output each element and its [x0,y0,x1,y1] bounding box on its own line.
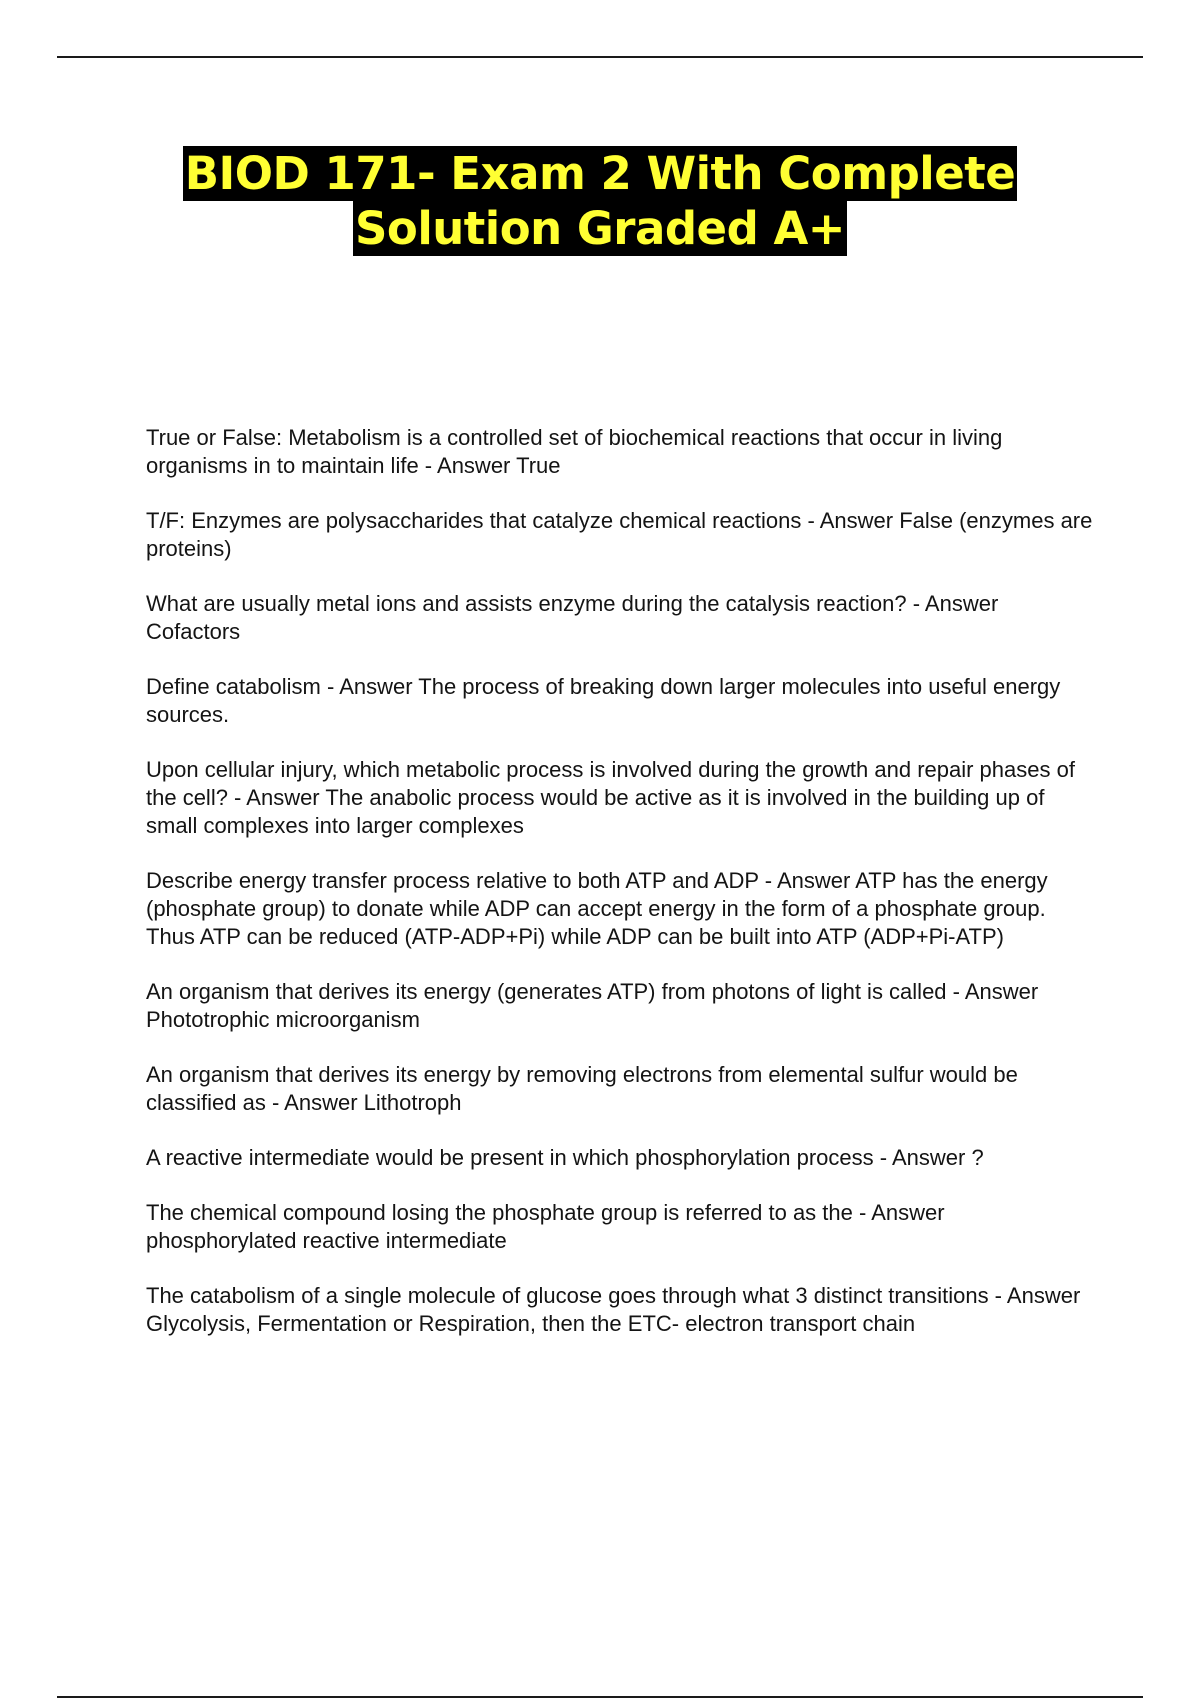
qa-item: Describe energy transfer process relative to both ATP and ADP - Answer ATP has the energy (phosphate group) to donate while ADP can accept energy in the form of a phosphate group. Thus ATP can be reduced (ATP-ADP+Pi) while ADP can be built into ATP (ADP+Pi-ATP) [146,868,1048,949]
qa-item: A reactive intermediate would be present in which phosphorylation process - Answer ? [146,1145,984,1170]
qa-item: The chemical compound losing the phosphate group is referred to as the - Answer phosphorylated reactive intermediate [146,1200,945,1253]
qa-item: Define catabolism - Answer The process of breaking down larger molecules into useful energy sources. [146,674,1061,727]
qa-item: An organism that derives its energy by removing electrons from elemental sulfur would be classified as - Answer Lithotroph [146,1062,1018,1115]
title-line-1: BIOD 171- Exam 2 With Complete [184,147,1016,200]
qa-item: The catabolism of a single molecule of glucose goes through what 3 distinct transitions - Answer Glycolysis, Fermentation or Respiration, then the ETC- electron transport chain [146,1283,1081,1336]
document-title [0,146,1200,256]
qa-item: T/F: Enzymes are polysaccharides that catalyze chemical reactions - Answer False (enzymes are proteins) [146,508,1093,561]
question-answer-list [146,424,1096,1365]
bottom-rule [57,1696,1143,1698]
qa-item: True or False: Metabolism is a controlled set of biochemical reactions that occur in living organisms in to maintain life - Answer True [146,425,1003,478]
top-rule [57,56,1143,58]
qa-item: What are usually metal ions and assists enzyme during the catalysis reaction? - Answer Cofactors [146,591,999,644]
qa-item: An organism that derives its energy (generates ATP) from photons of light is called - Answer Phototrophic microorganism [146,979,1039,1032]
title-line-2: Solution Graded A+ [355,202,845,255]
qa-item: Upon cellular injury, which metabolic process is involved during the growth and repair phases of the cell? - Answer The anabolic process would be active as it is involved in the building up of small complexes into larger complexes [146,757,1075,838]
